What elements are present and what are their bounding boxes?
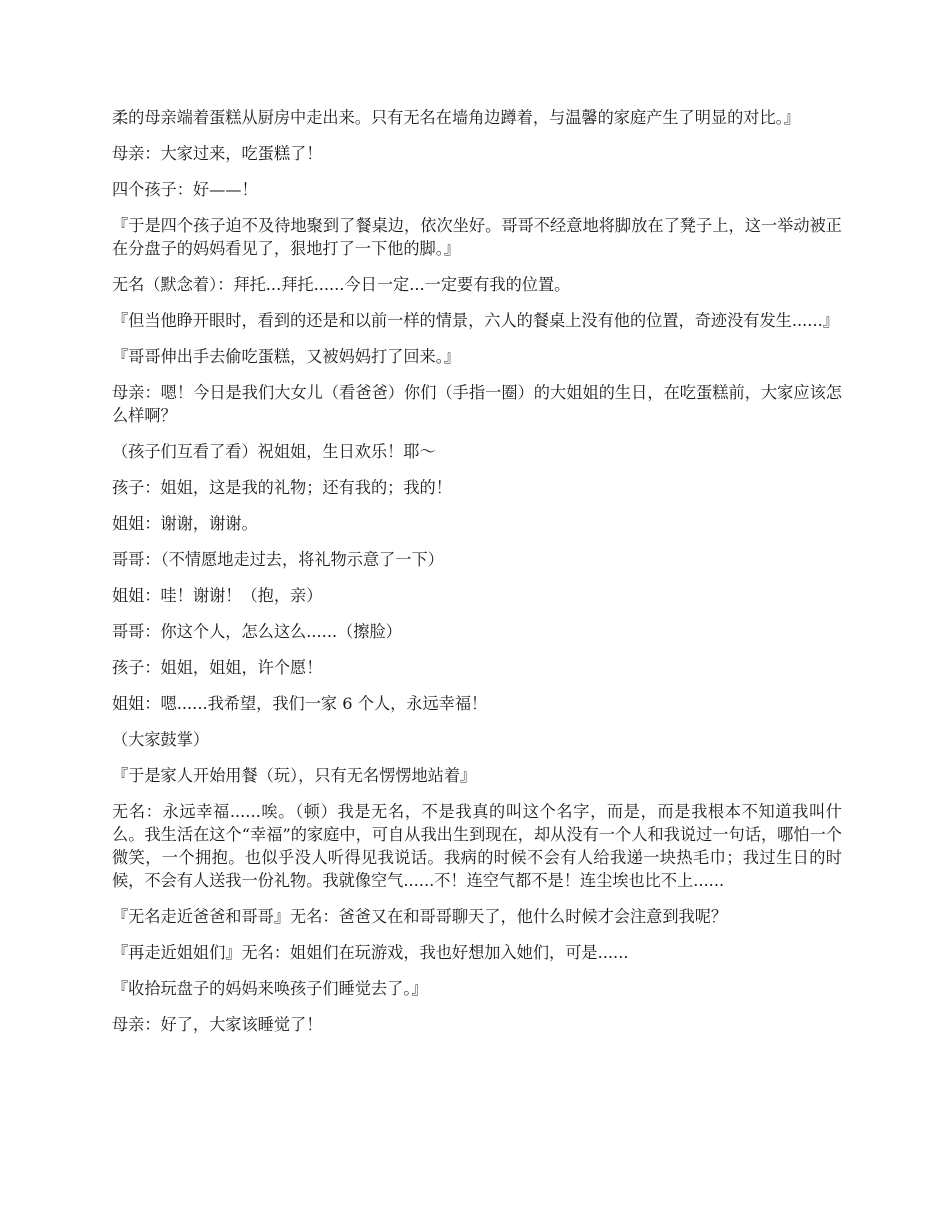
paragraph: 姐姐：嗯......我希望，我们一家 6 个人，永远幸福！	[112, 694, 488, 713]
paragraph: 孩子：姐姐，这是我的礼物；还有我的；我的！	[112, 478, 452, 497]
paragraph: 柔的母亲端着蛋糕从厨房中走出来。只有无名在墙角边蹲着，与温馨的家庭产生了明显的对比。』	[112, 108, 800, 127]
paragraph: 哥哥：（不情愿地走过去，将礼物示意了一下）	[112, 550, 444, 569]
paragraph: （孩子们互看了看）祝姐姐，生日欢乐！耶～	[112, 442, 436, 461]
paragraph: （大家鼓掌）	[112, 730, 210, 749]
paragraph: 『于是四个孩子迫不及待地聚到了餐桌边，依次坐好。哥哥不经意地将脚放在了凳子上，这一举动被正在分盘子的妈妈看见了，狠地打了一下他的脚。』	[112, 216, 842, 258]
paragraph: 孩子：姐姐，姐姐，许个愿！	[112, 658, 323, 677]
paragraph: 母亲：大家过来，吃蛋糕了！	[112, 144, 323, 163]
paragraph: 『但当他睁开眼时，看到的还是和以前一样的情景，六人的餐桌上没有他的位置，奇迹没有发生......』	[112, 311, 839, 330]
paragraph: 无名（默念着）：拜托...拜托......今日一定...一定要有我的位置。	[112, 275, 571, 294]
paragraph: 母亲：嗯！今日是我们大女儿（看爸爸）你们（手指一圈）的大姐姐的生日，在吃蛋糕前，大家应该怎么样啊？	[112, 383, 842, 425]
paragraph: 『哥哥伸出手去偷吃蛋糕，又被妈妈打了回来。』	[112, 347, 461, 366]
paragraph: 姐姐：谢谢，谢谢。	[112, 514, 258, 533]
paragraph: 无名：永远幸福......唉。（顿）我是无名，不是我真的叫这个名字，而是，而是我根本不知道我叫什么。我生活在这个“幸福”的家庭中，可自从我出生到现在，却从没有一个人和我说过一句话，哪怕一个微笑，一个拥抱。也似乎没人听得见我说话。我病的时候不会有人给我递一块热毛巾；我过生日的时候，不会有人送我一份礼物。我就像空气......不！连空气都不是！连尘埃也比不上......	[112, 802, 842, 890]
paragraph: 四个孩子：好——！	[112, 180, 258, 199]
paragraph: 『于是家人开始用餐（玩），只有无名愣愣地站着』	[112, 766, 477, 785]
paragraph: 姐姐：哇！谢谢！（抱，亲）	[112, 586, 323, 605]
document-page	[112, 106, 842, 1049]
paragraph: 『收拾玩盘子的妈妈来唤孩子们睡觉去了。』	[112, 979, 428, 998]
paragraph: 『再走近姐姐们』无名：姐姐们在玩游戏，我也好想加入她们，可是......	[112, 943, 629, 962]
paragraph: 哥哥：你这个人，怎么这么......（擦脸）	[112, 622, 402, 641]
paragraph: 『无名走近爸爸和哥哥』无名：爸爸又在和哥哥聊天了，他什么时候才会注意到我呢？	[112, 907, 728, 926]
paragraph: 母亲：好了，大家该睡觉了！	[112, 1015, 323, 1034]
